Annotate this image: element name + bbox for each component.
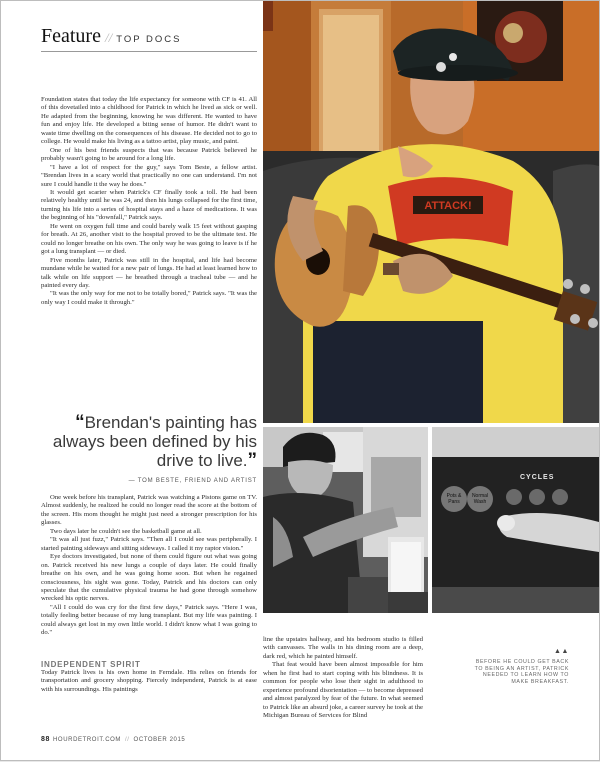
subsection-title: TOP DOCS [116,34,182,45]
button-normal-wash: Normal Wash [471,493,489,505]
paragraph: "It was the only way for me not to be totally bored," Patrick says. "It was the only way I could make it through." [41,290,257,306]
footer-website: HOURDETROIT.COM [53,737,121,743]
paragraph: Two days later he couldn't see the basketball game at all. [50,527,202,535]
close-quote-mark: ” [247,450,257,471]
header-divider: // [104,30,113,45]
paragraph: Today Patrick lives is his own home in Ferndale. His relies on friends for transportation and grocery shopping. Fiercely independent, Patrick is at ease with his surroundings. His paintings [41,669,257,693]
photo-guitar-player [263,1,599,423]
photo-dishwasher-panel [432,427,599,613]
paragraph: Five months later, Patrick was still in the hospital, and life had become mundane while he waited for a new pair of lungs. He had at least learned how to talk while on life support — he breathed through a tracheal tube — and he painted every day. [41,256,257,289]
section-header [41,25,182,48]
paragraph: "All I could do was cry for the first few days," Patrick says. "Here I was, totally feeling better because of my lung transplant. But my life was painting. I could always get lost in my own little world. I didn't know what I was going to do." [41,603,257,637]
footer-issue: OCTOBER 2015 [133,737,186,743]
section-title: Feature [41,25,101,47]
panel-label-cycles: CYCLES [520,474,555,481]
page-number: 88 [41,736,50,743]
pull-quote-attribution: — TOM BESTE, FRIEND AND ARTIST [128,478,257,484]
paragraph: "It was all just fuzz," Patrick says. "Then all I could see was peripherally. I started painting sideways and sitting sideways. I called it my raptor vision." [41,536,257,552]
caption-marker: ▲▲ [553,648,569,655]
magazine-page [1,1,599,760]
header-rule [41,51,257,52]
caption-text: BEFORE HE COULD GET BACK TO BEING AN ARTIST, PATRICK NEEDED TO LEARN HOW TO MAKE BREAKFAST. [474,658,569,686]
paragraph: One week before his transplant, Patrick was watching a Pistons game on TV. Almost suddenly, he realized he could no longer read the score at the bottom of the screen. His mom thought he might just need a stronger prescription for his glasses. [41,494,257,527]
paragraph: He went on oxygen full time and could barely walk 15 feet without gasping for breath. At 26, another visit to the hospital proved to be the ultimate test. He could no longer breathe on his own. The only way he was going to leave is if he got a lung transplant — or died. [41,222,257,256]
pull-quote-text: Brendan's painting has always been defined by his drive to live. [52,413,257,470]
article-body-part1 [41,96,257,307]
article-body-part2 [41,494,257,638]
footer-divider: // [125,737,130,743]
shirt-print-text: ATTACK! [424,200,472,212]
paragraph: It would get scarier when Patrick's CF finally took a toll. He had been relatively healthy until he was 24, and then his lungs collapsed for the first time, turning his life into a series of hospital stays and a haze of medications. It was the beginning of his "downfall," Patrick says. [41,188,257,222]
subhead: INDEPENDENT SPIRIT [41,660,141,669]
paragraph: "I have a lot of respect for the guy," says Tom Beste, a fellow artist. "Brendan lives in a scary world that practically no one can understand. I'm not sure I could handle it the way he does." [41,163,257,188]
paragraph: Foundation states that today the life expectancy for someone with CF is 41. All of this dovetailed into a childhood for Patrick in which he lived as sick or well. He adapted from the beginning, knowing he was different. He wanted to have fun and enjoy life. He developed a biting sense of humor. He didn't want to waste time dwelling on the consequences of his disease. He decided not to go to college. He would make his living as a tattoo artist, play music, and paint. [41,96,257,146]
pull-quote [41,413,257,484]
paragraph: One of his best friends suspects that was because Patrick believed he probably wasn't going to be around for a long life. [41,146,257,163]
open-quote-mark: “ [75,412,85,433]
photo-kitchen-blender [263,427,428,613]
paragraph: That feat would have been almost impossible for him when he first had to start coping with his blindness. It is common for people who lose their sight in adulthood to experience profound disorientation — to become depressed and almost paralyzed by fear of the future. In what seemed to Patrick like an absurd joke, a career survey he took at the Michigan Bureau of Services for Blind [263,661,423,720]
paragraph: line the upstairs hallway, and his bedroom studio is filled with canvasses. The walls in his dining room are a deep, dark red, which he painted himself. [263,636,423,660]
article-body-part4 [263,636,423,721]
page-footer [41,736,185,743]
paragraph: Eye doctors investigated, but none of them could figure out what was going on. Patrick received his new lungs a couple of days later. He could finally breathe on his own, and he was going home soon. But when he regained consciousness, his sight was gone. Today, Patrick and his doctors can only speculate that the cumulative physical trauma he had gone through somehow wrecked his optic nerves. [41,553,257,603]
button-pots-pans: Pots & Pans [446,493,462,505]
photo-caption [471,649,569,686]
article-body-part3 [41,669,257,694]
